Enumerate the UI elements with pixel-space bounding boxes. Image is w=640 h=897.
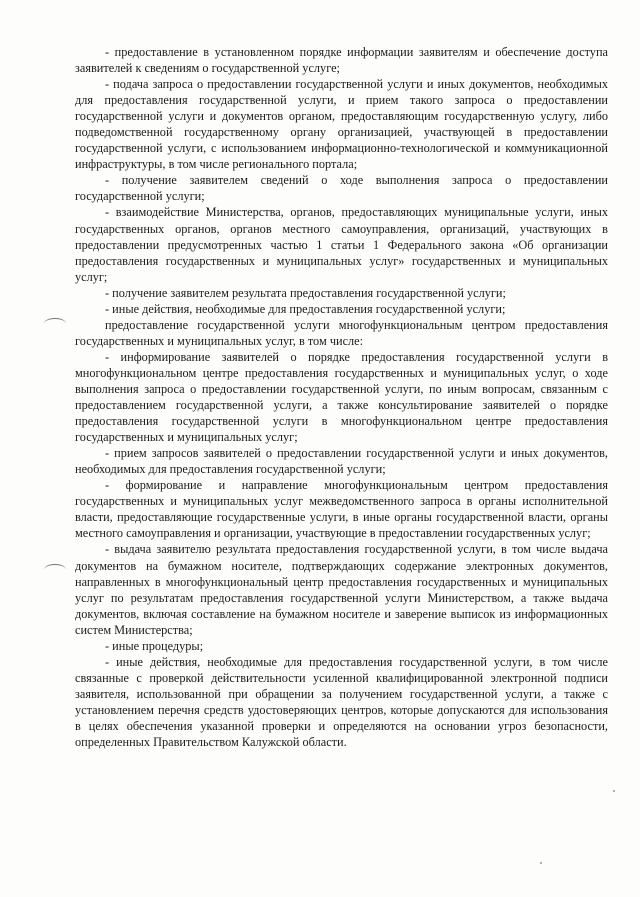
paragraph-result-receipt: - получение заявителем результата предоставления государственной услуги; bbox=[105, 285, 506, 300]
margin-pencil-mark bbox=[44, 318, 66, 329]
paragraph-info-provision: - предоставление в установленном порядке информации заявителям и обеспечение доступа заявителей к сведениям о государственной услуге; bbox=[75, 45, 608, 76]
paragraph-other-actions: - иные действия, необходимые для предоставления государственной услуги; bbox=[105, 301, 506, 316]
paragraph-interaction: - взаимодействие Министерства, органов, предоставляющих муниципальные услуги, иных государственных органов, органов местного самоуправления, организаций, участвующих в предоставлении предусмотренных частью 1 статьи 1 Федерального закона «Об организации предоставления государственных и муниципальных услуг» государственных и муниципальных услуг; bbox=[75, 205, 608, 284]
paragraph-signature-verification: - иные действия, необходимые для предоставления государственной услуги, в том числе связанные с проверкой действительности усиленной квалифицированной электронной подписи заявителя, использованной при обращении за получением государственной услуги, а также с установлением перечня средств удостоверяющих центров, которые допускаются для использования в целях обеспечения указанной проверки и определяются на основании угроз безопасности, определенных Правительством Калужской области. bbox=[75, 654, 608, 750]
paragraph-request-status: - получение заявителем сведений о ходе выполнения запроса о предоставлении государственной услуги; bbox=[75, 173, 608, 204]
margin-pencil-mark bbox=[44, 564, 66, 575]
scan-speck bbox=[540, 862, 542, 864]
paragraph-other-procedures: - иные процедуры; bbox=[105, 638, 204, 653]
scan-speck bbox=[613, 790, 615, 792]
paragraph-request-submission: - подача запроса о предоставлении государственной услуги и иных документов, необходимых для предоставления государственной услуги, и прием такого запроса о предоставлении государственной услуги и документов органом, предоставляющим государственную услугу, либо подведомственной государственному органу организацией, участвующей в предоставлении государственной услуги, с использованием информационно-технологической и коммуникационной инфраструктуры, в том числе регионального портала; bbox=[75, 77, 608, 172]
document-body bbox=[75, 44, 608, 750]
paragraph-mfc-informing: - информирование заявителей о порядке предоставления государственной услуги в многофункциональном центре предоставления государственных и муниципальных услуг, о ходе выполнения запроса о предоставлении государственной услуги, по иным вопросам, связанным с предоставлением государственной услуги, а также консультирование заявителей о порядке предоставления государственной услуги в многофункциональном центре предоставления государственных и муниципальных услуг; bbox=[75, 349, 608, 445]
paragraph-mfc-result-issue: - выдача заявителю результата предоставления государственной услуги, в том числе выдача документов на бумажном носителе, подтверждающих содержание электронных документов, направленных в многофункциональный центр предоставления государственных и муниципальных услуг по результатам предоставления государственной услуги Министерством, а также выдача документов, включая составление на бумажном носителе и заверение выписок из информационных систем Министерства; bbox=[75, 542, 608, 637]
paragraph-mfc-provision: предоставление государственной услуги многофункциональным центром предоставления государственных и муниципальных услуг, в том числе: bbox=[75, 317, 608, 348]
paragraph-mfc-interagency-request: - формирование и направление многофункциональным центром предоставления государственных и муниципальных услуг межведомственного запроса в органы исполнительной власти, предоставляющие государственные услуги, в иные органы государственной власти, органы местного самоуправления и организации, участвующие в предоставлении государственных услуг; bbox=[75, 478, 608, 541]
paragraph-mfc-reception: - прием запросов заявителей о предоставлении государственной услуги и иных документов, необходимых для предоставления государственной услуги; bbox=[75, 446, 608, 477]
